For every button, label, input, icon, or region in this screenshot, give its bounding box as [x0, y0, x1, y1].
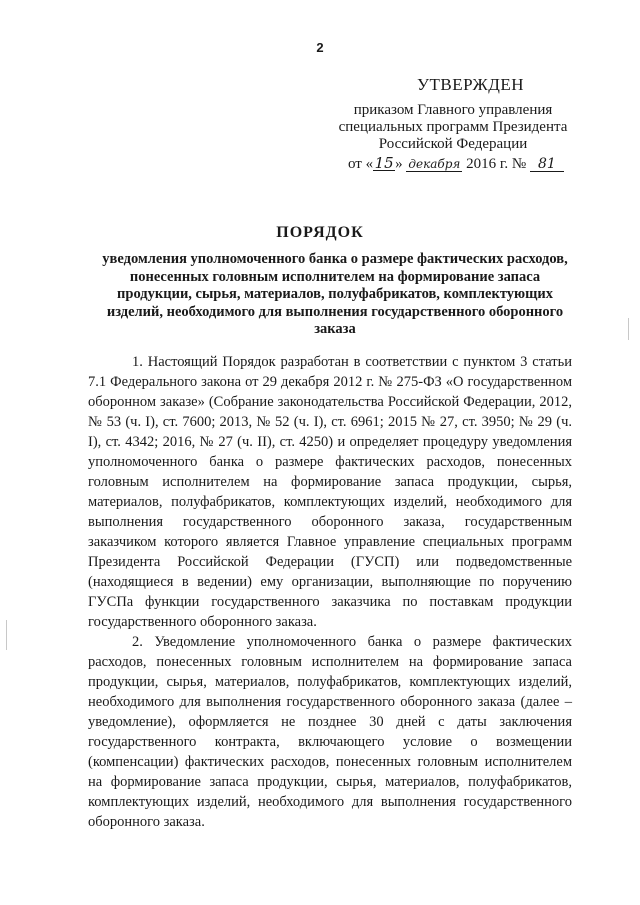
scan-margin-mark — [6, 620, 7, 650]
date-day-handwritten: 15 — [374, 154, 394, 172]
date-month-handwritten: декабря — [406, 157, 462, 172]
scan-margin-mark — [628, 318, 629, 340]
page-number: 2 — [316, 40, 324, 55]
document-subtitle: уведомления уполномоченного банка о размере фактических расходов, понесенных головным исполнителем на формирование запаса продукции, сырья, материалов, полуфабрикатов, комплектующих изделий, необходимого для выполнения государственного оборонного заказа — [102, 251, 568, 337]
order-number-handwritten: 81 — [530, 157, 564, 172]
paragraph-1: 1. Настоящий Порядок разработан в соответствии с пунктом 3 статьи 7.1 Федерального закона от 29 декабря 2012 г. № 275-ФЗ «О государственном оборонном заказе» (Собрание законодательства Российской Федерации, 2012, № 53 (ч. I), ст. 7600; 2013, № 52 (ч. I), ст. 6961; 2015 № 27, ст. 3950; № 29 (ч. I), ст. 4342; 2016, № 27 (ч. II), ст. 4250) и определяет процедуру уведомления уполномоченного банка о размере фактических расходов, понесенных головным исполнителем на формирование запаса продукции, сырья, материалов, полуфабрикатов, комплектующих изделий, необходимого для выполнения государственного оборонного заказа, государственным заказчиком которого является Главное управление специальных программ Президента Российской Федерации (ГУСП) или подведомственные (находящиеся в ведении) ему организации, выполняющие по поручению ГУСПа функции государственного заказчика по поставкам продукции государственного оборонного заказа. — [88, 354, 572, 630]
approval-body: приказом Главного управления специальных программ Президента Российской Федерации — [338, 102, 568, 152]
document-title: ПОРЯДОК — [276, 224, 364, 241]
date-prefix: от « — [348, 156, 374, 172]
paragraph-2: 2. Уведомление уполномоченного банка о размере фактических расходов, понесенных головным исполнителем на формирование запаса продукции, сырья, материалов, полуфабрикатов, комплектующих изделий, необходимого для выполнения государственного оборонного заказа (далее – уведомление), оформляется не позднее 30 дней с даты заключения государственного контракта, включающего условие о возмещении (компенсации) фактических расходов, понесенных головным исполнителем на формирование запаса продукции, сырья, материалов, полуфабрикатов, комплектующих изделий, необходимого для выполнения государственного оборонного заказа. — [88, 634, 572, 830]
date-year: 2016 г. № — [466, 156, 527, 172]
document-body — [88, 352, 572, 832]
approval-title: УТВЕРЖДЕН — [417, 75, 524, 94]
approval-date — [348, 156, 564, 173]
date-mid: » — [395, 156, 403, 172]
